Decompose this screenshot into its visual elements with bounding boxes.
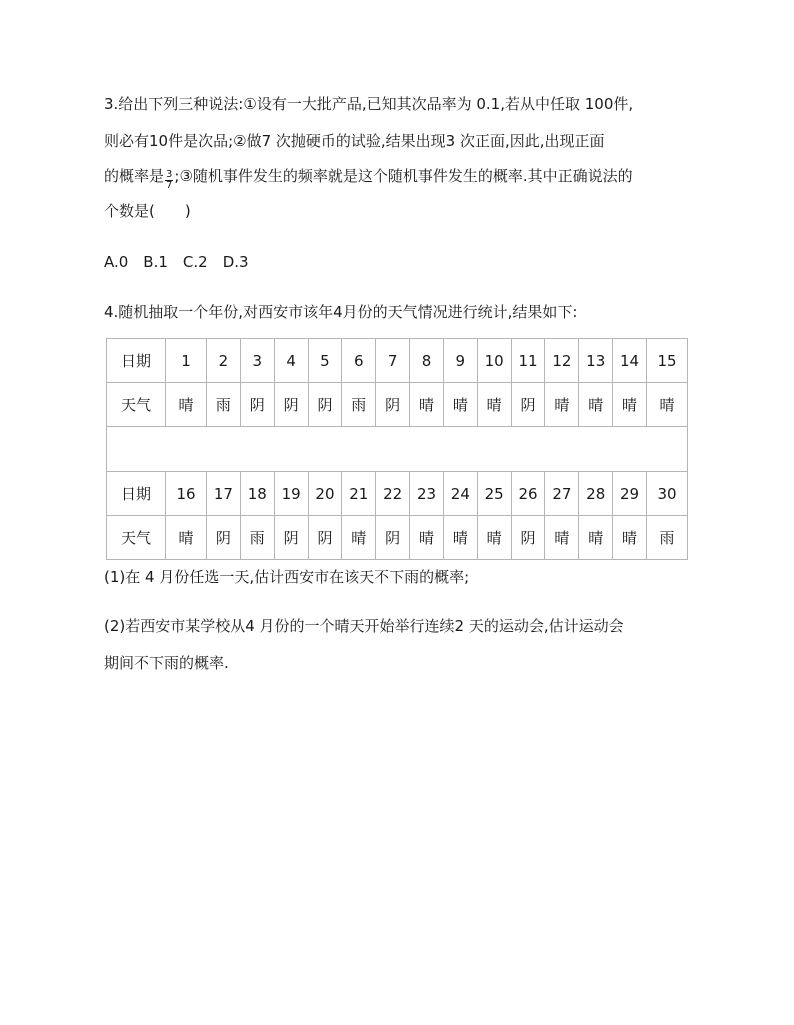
table-cell-weather: 晴 — [410, 516, 444, 560]
table-cell-weather: 阴 — [274, 516, 308, 560]
table-cell-date: 23 — [410, 472, 444, 516]
table-cell-weather: 阴 — [511, 383, 545, 427]
table-cell-date: 11 — [511, 339, 545, 383]
table-header-cell: 天气 — [107, 516, 166, 560]
table-header-cell: 日期 — [107, 339, 166, 383]
fraction-numerator: 3 — [166, 169, 173, 180]
table-cell-date: 13 — [579, 339, 613, 383]
table-cell-weather: 晴 — [545, 383, 579, 427]
table-cell-date: 12 — [545, 339, 579, 383]
table-cell-weather: 晴 — [166, 383, 207, 427]
table-cell-weather: 晴 — [166, 516, 207, 560]
table-cell-date: 14 — [613, 339, 647, 383]
question-3-options: A.0 B.1 C.2 D.3 — [104, 253, 249, 271]
table-cell-weather: 晴 — [647, 383, 688, 427]
table-header-cell: 天气 — [107, 383, 166, 427]
table-cell-date: 29 — [613, 472, 647, 516]
table-cell-weather: 晴 — [477, 516, 511, 560]
table-cell-weather: 晴 — [410, 383, 444, 427]
table-cell-weather: 晴 — [613, 383, 647, 427]
question-3-line-4: 个数是( ) — [104, 202, 191, 220]
table-row-weather-1 — [107, 383, 688, 427]
table-cell-date: 17 — [207, 472, 241, 516]
table-cell-weather: 阴 — [308, 383, 342, 427]
table-cell-weather: 晴 — [477, 383, 511, 427]
table-cell-date: 30 — [647, 472, 688, 516]
table-cell-weather: 阴 — [511, 516, 545, 560]
table-cell-date: 24 — [443, 472, 477, 516]
table-cell-date: 10 — [477, 339, 511, 383]
table-row-weather-2 — [107, 516, 688, 560]
table-cell-weather: 阴 — [376, 383, 410, 427]
table-cell-weather: 雨 — [240, 516, 274, 560]
question-3-line-1: 3.给出下列三种说法:①设有一大批产品,已知其次品率为 0.1,若从中任取 100件, — [104, 95, 634, 113]
table-blank-cell — [107, 427, 688, 472]
question-4-intro: 4.随机抽取一个年份,对西安市该年4月份的天气情况进行统计,结果如下: — [104, 303, 578, 321]
table-cell-date: 6 — [342, 339, 376, 383]
table-cell-date: 3 — [240, 339, 274, 383]
table-cell-date: 28 — [579, 472, 613, 516]
table-row-blank — [107, 427, 688, 472]
table-cell-date: 8 — [410, 339, 444, 383]
table-cell-weather: 阴 — [308, 516, 342, 560]
table-cell-date: 21 — [342, 472, 376, 516]
table-cell-date: 1 — [166, 339, 207, 383]
table-cell-weather: 阴 — [207, 516, 241, 560]
table-cell-date: 22 — [376, 472, 410, 516]
table-cell-date: 18 — [240, 472, 274, 516]
table-cell-weather: 晴 — [579, 383, 613, 427]
table-cell-weather: 雨 — [207, 383, 241, 427]
fraction-denominator: 7 — [166, 180, 173, 191]
table-cell-date: 5 — [308, 339, 342, 383]
fraction-3-7 — [165, 170, 173, 191]
table-cell-date: 7 — [376, 339, 410, 383]
table-cell-weather: 晴 — [342, 516, 376, 560]
table-cell-weather: 晴 — [613, 516, 647, 560]
table-cell-weather: 阴 — [376, 516, 410, 560]
question-4-part-2-line-2: 期间不下雨的概率. — [104, 654, 229, 672]
table-cell-weather: 晴 — [579, 516, 613, 560]
table-cell-date: 2 — [207, 339, 241, 383]
question-4-part-1: (1)在 4 月份任选一天,估计西安市在该天不下雨的概率; — [104, 568, 470, 586]
table-cell-date: 15 — [647, 339, 688, 383]
table-cell-date: 25 — [477, 472, 511, 516]
table-cell-weather: 雨 — [647, 516, 688, 560]
table-cell-date: 19 — [274, 472, 308, 516]
table-cell-date: 4 — [274, 339, 308, 383]
table-row-dates-1 — [107, 339, 688, 383]
table-cell-date: 20 — [308, 472, 342, 516]
table-cell-weather: 晴 — [443, 516, 477, 560]
question-3-line-2: 则必有10件是次品;②做7 次抛硬币的试验,结果出现3 次正面,因此,出现正面 — [104, 132, 605, 150]
table-cell-date: 27 — [545, 472, 579, 516]
question-3-line-3 — [104, 166, 704, 191]
table-row-dates-2 — [107, 472, 688, 516]
table-cell-date: 26 — [511, 472, 545, 516]
question-3-line-3-start: 的概率是 — [104, 167, 165, 185]
question-3-line-3-end: ;③随机事件发生的频率就是这个随机事件发生的概率.其中正确说法的 — [174, 167, 633, 185]
weather-table — [106, 338, 688, 560]
question-4-part-2-line-1: (2)若西安市某学校从4 月份的一个晴天开始举行连续2 天的运动会,估计运动会 — [104, 617, 624, 635]
table-header-cell: 日期 — [107, 472, 166, 516]
table-cell-weather: 晴 — [545, 516, 579, 560]
table-cell-weather: 雨 — [342, 383, 376, 427]
table-cell-weather: 阴 — [274, 383, 308, 427]
table-cell-date: 16 — [166, 472, 207, 516]
table-cell-weather: 阴 — [240, 383, 274, 427]
table-cell-weather: 晴 — [443, 383, 477, 427]
table-cell-date: 9 — [443, 339, 477, 383]
